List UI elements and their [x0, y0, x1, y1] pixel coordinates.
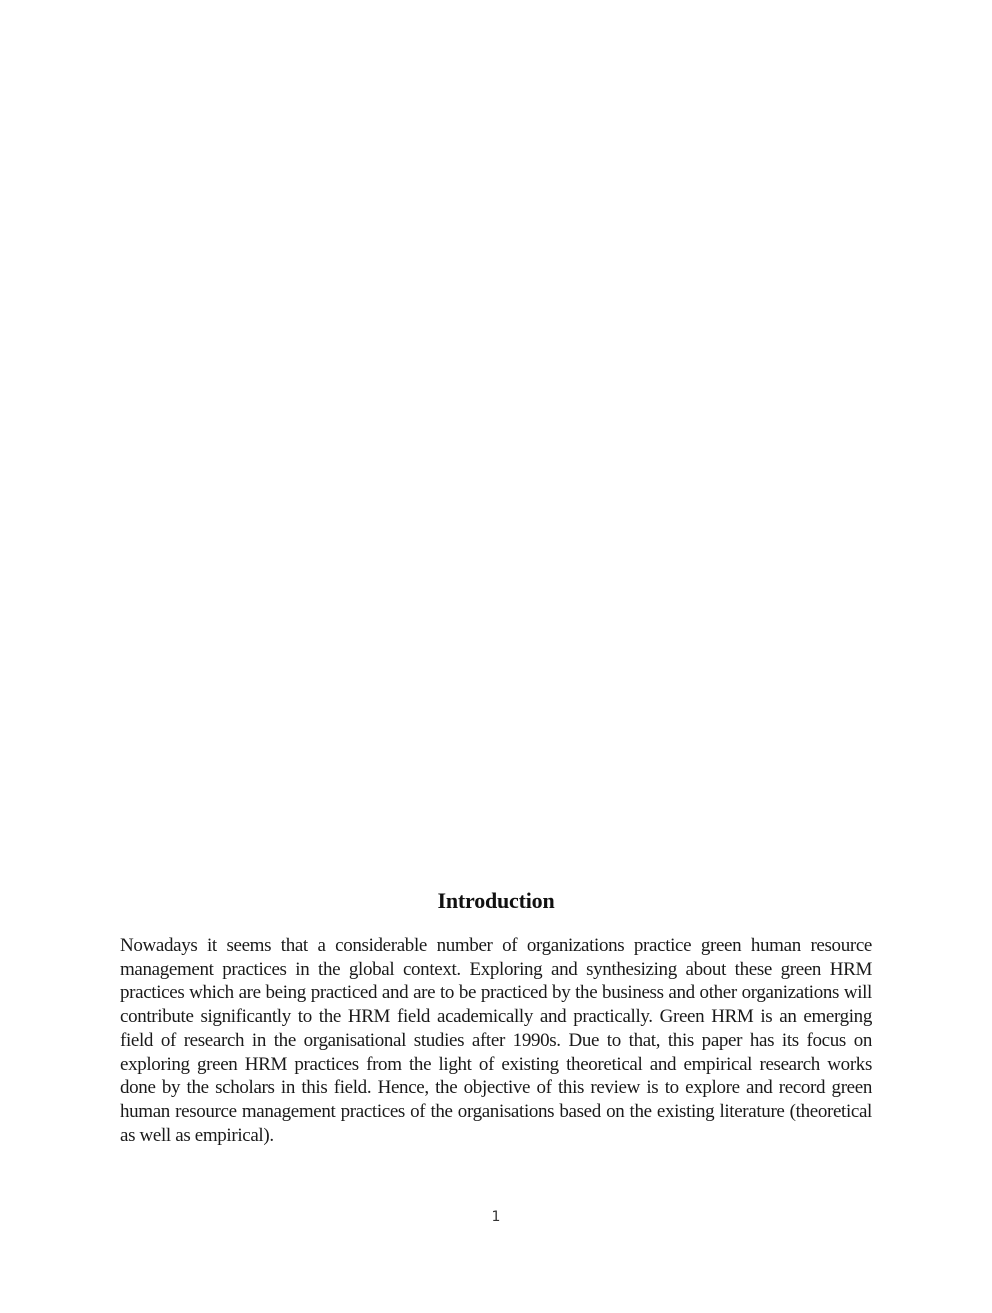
page-number: 1: [491, 1209, 501, 1225]
section-heading: Introduction: [437, 888, 555, 913]
introduction-paragraph: Nowadays it seems that a considerable number of organizations practice green human resource management practices in the global context. Exploring and synthesizing about these green HRM practices which are being practiced and are to be practiced by the business and other organizations will contribute significantly to the HRM field academically and practically. Green HRM is an emerging field of research in the organisational studies after 1990s. Due to that, this paper has its focus on exploring green HRM practices from the light of existing theoretical and empirical research works done by the scholars in this field. Hence, the objective of this review is to explore and record green human resource management practices of the organisations based on the existing literature (theoretical as well as empirical).: [120, 935, 872, 1146]
